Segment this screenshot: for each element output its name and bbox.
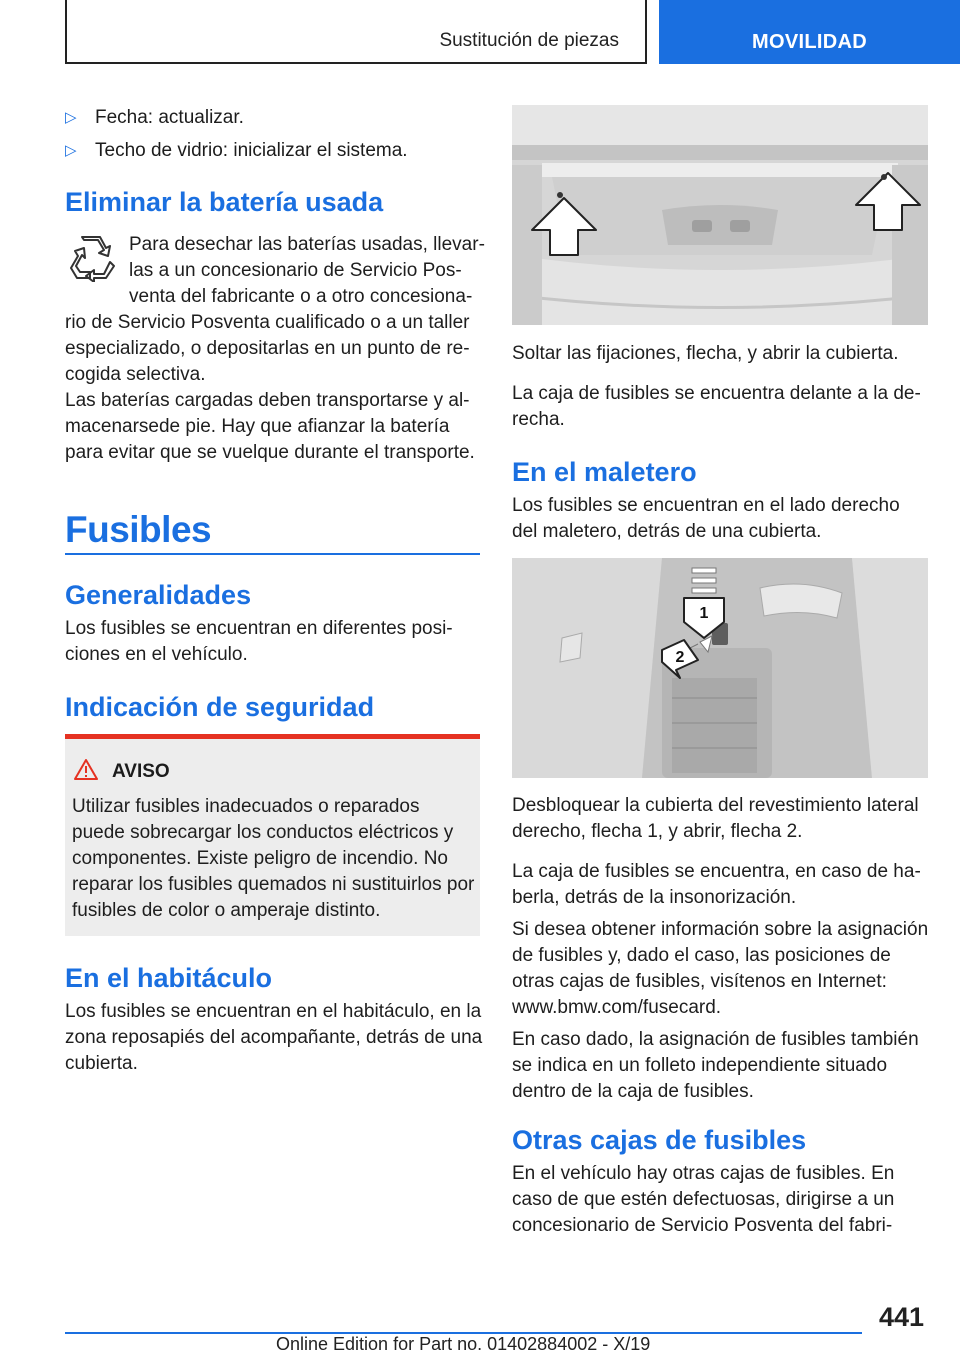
trunk-cover-image bbox=[512, 558, 928, 778]
general-paragraph: Los fusibles se encuentran en diferentes posi- ciones en el vehículo. bbox=[65, 618, 453, 665]
heading-trunk: En el maletero bbox=[512, 457, 697, 487]
heading-general: Generalidades bbox=[65, 580, 252, 610]
triangle-bullet-icon: ▷ bbox=[65, 142, 77, 159]
heading-cabin: En el habitáculo bbox=[65, 963, 273, 993]
heading-other-fuseboxes: Otras cajas de fusibles bbox=[512, 1125, 807, 1155]
section-title: Sustitución de piezas bbox=[439, 30, 619, 51]
fuse-assignment-paragraph: En caso dado, la asignación de fusibles también se indica en un folleto independiente situado dentro de la caja de fusibles. bbox=[512, 1029, 919, 1102]
recycle-icon bbox=[66, 232, 116, 282]
caption-2: Desbloquear la cubierta del revestimiento lateral derecho, flecha 1, y abrir, flecha 2. bbox=[512, 795, 919, 842]
heading-rule bbox=[65, 553, 480, 555]
cabin-paragraph: Los fusibles se encuentran en el habitáculo, en la zona reposapiés del acompañante, detrás de una cubierta. bbox=[65, 1001, 483, 1074]
arrow-1-label: 1 bbox=[699, 605, 709, 622]
arrow-2-label: 2 bbox=[675, 649, 685, 666]
warning-bar bbox=[65, 734, 480, 739]
header-frame bbox=[65, 0, 647, 64]
fusebox-location-paragraph: La caja de fusibles se encuentra delante a la de- recha. bbox=[512, 383, 921, 430]
warning-triangle-icon bbox=[73, 758, 99, 781]
cover-fixings-image bbox=[512, 105, 928, 325]
bullet-item: ▷ Techo de vidrio: inicializar el sistema. bbox=[65, 138, 480, 164]
other-fuseboxes-paragraph: En el vehículo hay otras cajas de fusibles. En caso de que estén defectuosas, dirigirse a un concesionario de Servicio Posventa del fabri- bbox=[512, 1163, 895, 1236]
trunk-paragraph: Los fusibles se encuentran en el lado derecho del maletero, detrás de una cubierta. bbox=[512, 495, 900, 542]
fuse-info-paragraph: Si desea obtener información sobre la asignación de fusibles y, dado el caso, las posiciones de otras cajas de fusibles, visítenos en Internet: www.bmw.com/fusecard. bbox=[512, 917, 928, 1021]
chapter-tab[interactable]: MOVILIDAD bbox=[659, 0, 960, 64]
fusebox-insulation-paragraph: La caja de fusibles se encuentra, en caso de ha- berla, detrás de la insonorización. bbox=[512, 861, 921, 908]
triangle-bullet-icon: ▷ bbox=[65, 109, 77, 126]
warning-text: Utilizar fusibles inadecuados o reparados puede sobrecargar los conductos eléctricos y componentes. Existe peligro de incendio. No reparar los fusibles quemados ni sustituirlos por fusibles de color o amperaje distinto. bbox=[72, 796, 475, 921]
page-number: 441 bbox=[878, 1302, 924, 1332]
bullet-item: ▷ Fecha: actualizar. bbox=[65, 105, 480, 131]
battery-transport-paragraph: Las baterías cargadas deben transportarse y al- macenarsede pie. Hay que afianzar la batería para evitar que se vuelque durante el transporte. bbox=[65, 390, 475, 463]
caption-1: Soltar las fijaciones, flecha, y abrir la cubierta. bbox=[512, 343, 899, 364]
heading-battery: Eliminar la batería usada bbox=[65, 187, 384, 217]
battery-paragraph-top: Para desechar las baterías usadas, llevar- las a un concesionario de Servicio Pos- venta del fabricante o a otro concesiona- bbox=[129, 234, 485, 307]
battery-paragraph-bottom: rio de Servicio Posventa cualificado o a un taller especializado, o depositarlas en un punto de re- cogida selectiva. bbox=[65, 312, 470, 385]
heading-safety: Indicación de seguridad bbox=[65, 692, 375, 722]
edition-footer: Online Edition for Part no. 01402884002 - X/19 bbox=[276, 1334, 651, 1354]
warning-title: AVISO bbox=[112, 761, 170, 782]
heading-fuses: Fusibles bbox=[65, 509, 212, 550]
fusecard-link[interactable]: www.bmw.com/fusecard. bbox=[512, 997, 722, 1018]
